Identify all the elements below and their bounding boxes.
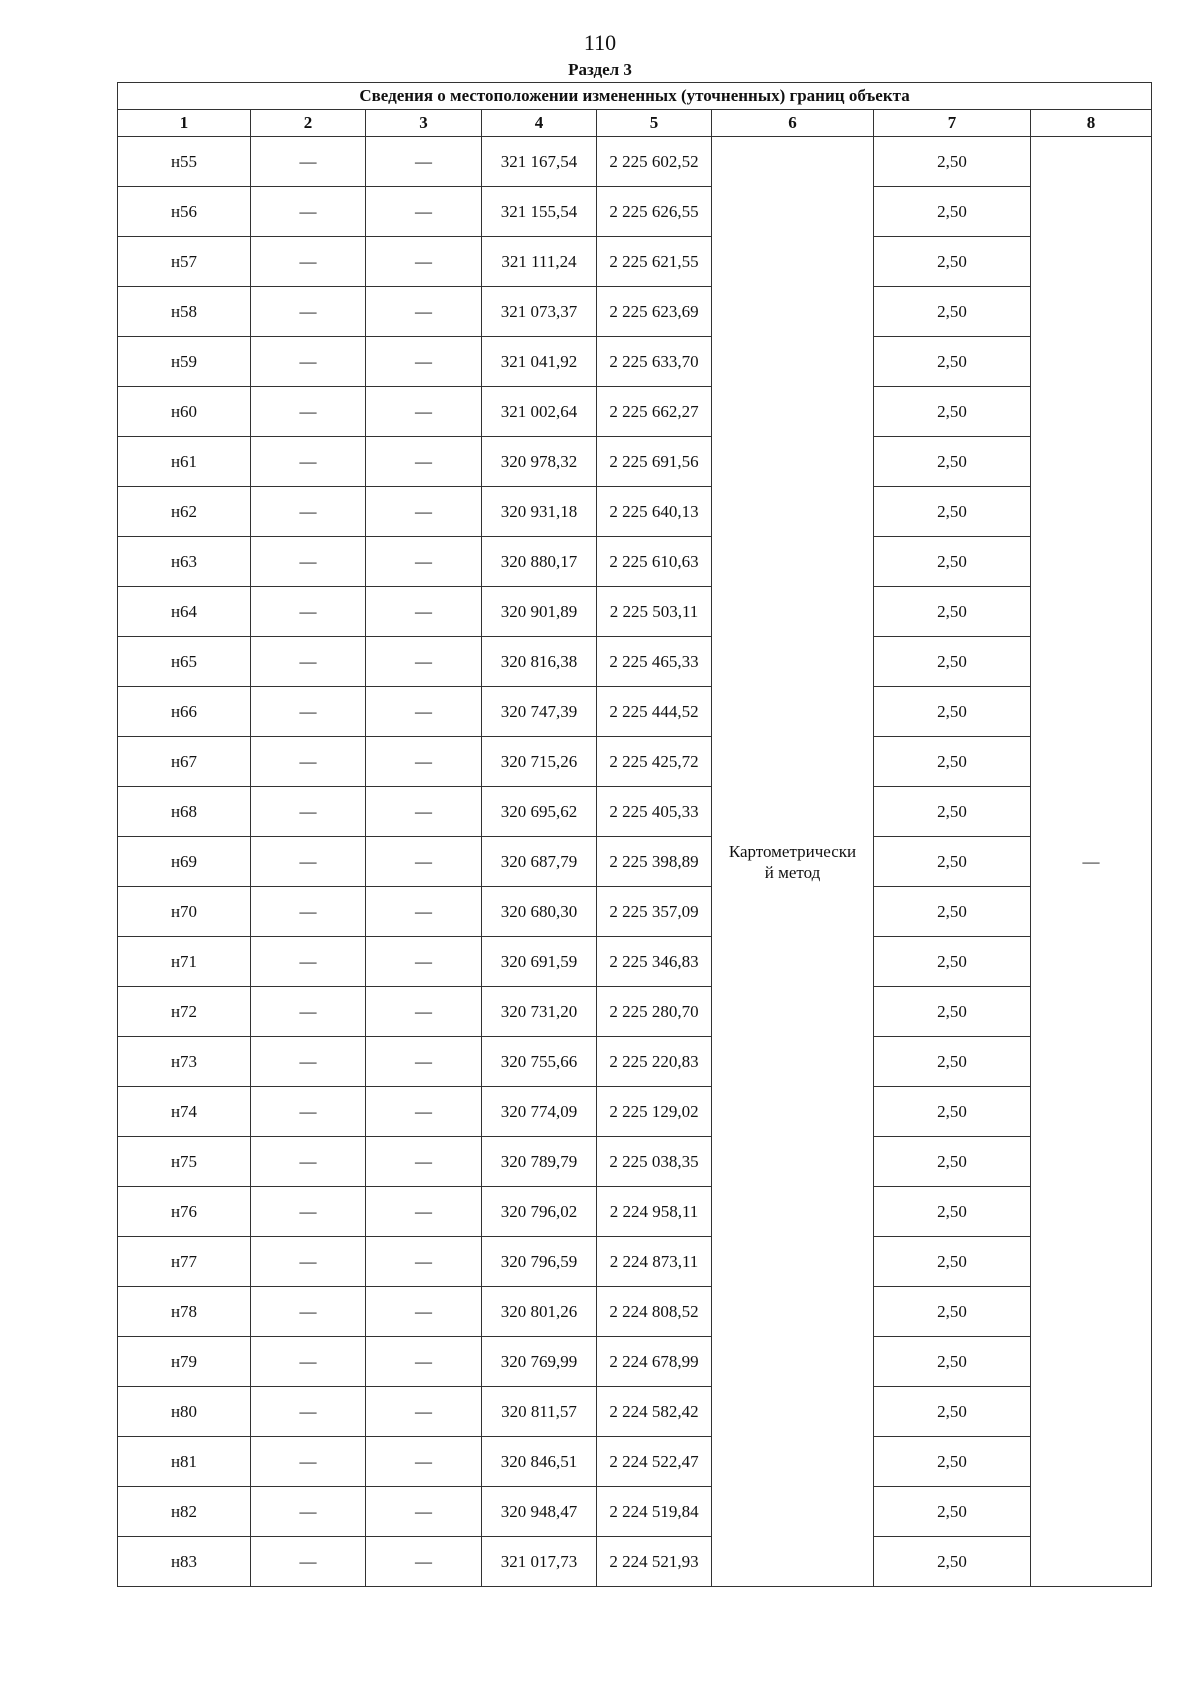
table-body [118, 137, 1152, 1587]
column-3-cell: — [366, 1087, 482, 1137]
point-name-cell: н55 [118, 137, 251, 187]
y-coordinate-cell: 2 225 220,83 [597, 1037, 712, 1087]
y-coordinate-cell: 2 224 582,42 [597, 1387, 712, 1437]
table-row [118, 1037, 1152, 1087]
table-row [118, 337, 1152, 387]
point-name-cell: н76 [118, 1187, 251, 1237]
table-row [118, 537, 1152, 587]
accuracy-cell: 2,50 [874, 537, 1031, 587]
column-3-cell: — [366, 1387, 482, 1437]
x-coordinate-cell: 320 948,47 [482, 1487, 597, 1537]
column-2-cell: — [251, 1137, 366, 1187]
x-coordinate-cell: 321 002,64 [482, 387, 597, 437]
y-coordinate-cell: 2 224 958,11 [597, 1187, 712, 1237]
y-coordinate-cell: 2 224 678,99 [597, 1337, 712, 1387]
point-name-cell: н57 [118, 237, 251, 287]
x-coordinate-cell: 320 796,02 [482, 1187, 597, 1237]
column-3-cell: — [366, 1137, 482, 1187]
accuracy-cell: 2,50 [874, 937, 1031, 987]
x-coordinate-cell: 320 774,09 [482, 1087, 597, 1137]
column-3-cell: — [366, 937, 482, 987]
column-number-7: 7 [874, 110, 1031, 137]
y-coordinate-cell: 2 225 280,70 [597, 987, 712, 1037]
accuracy-cell: 2,50 [874, 187, 1031, 237]
x-coordinate-cell: 321 073,37 [482, 287, 597, 337]
y-coordinate-cell: 2 225 623,69 [597, 287, 712, 337]
y-coordinate-cell: 2 224 521,93 [597, 1537, 712, 1587]
column-3-cell: — [366, 1287, 482, 1337]
boundary-coordinates-table [117, 82, 1152, 1587]
x-coordinate-cell: 321 111,24 [482, 237, 597, 287]
point-name-cell: н82 [118, 1487, 251, 1537]
column-2-cell: — [251, 237, 366, 287]
x-coordinate-cell: 320 680,30 [482, 887, 597, 937]
column-3-cell: — [366, 387, 482, 437]
column-2-cell: — [251, 637, 366, 687]
accuracy-cell: 2,50 [874, 487, 1031, 537]
point-name-cell: н61 [118, 437, 251, 487]
column-2-cell: — [251, 537, 366, 587]
y-coordinate-cell: 2 225 640,13 [597, 487, 712, 537]
method-line-1: Картометрически [728, 841, 857, 861]
y-coordinate-cell: 2 225 633,70 [597, 337, 712, 387]
column-3-cell: — [366, 1237, 482, 1287]
x-coordinate-cell: 320 880,17 [482, 537, 597, 587]
point-name-cell: н83 [118, 1537, 251, 1587]
point-name-cell: н72 [118, 987, 251, 1037]
column-2-cell: — [251, 1487, 366, 1537]
method-line-2: й метод [764, 862, 821, 882]
x-coordinate-cell: 321 155,54 [482, 187, 597, 237]
column-3-cell: — [366, 1337, 482, 1387]
y-coordinate-cell: 2 225 038,35 [597, 1137, 712, 1187]
table-row [118, 237, 1152, 287]
table-row [118, 1537, 1152, 1587]
x-coordinate-cell: 320 769,99 [482, 1337, 597, 1387]
accuracy-cell: 2,50 [874, 887, 1031, 937]
accuracy-cell: 2,50 [874, 1437, 1031, 1487]
column-3-cell: — [366, 687, 482, 737]
table-row [118, 887, 1152, 937]
column-2-cell: — [251, 1237, 366, 1287]
table-row [118, 737, 1152, 787]
column-number-8: 8 [1031, 110, 1152, 137]
table-row [118, 1087, 1152, 1137]
y-coordinate-cell: 2 225 357,09 [597, 887, 712, 937]
column-3-cell: — [366, 1537, 482, 1587]
column-2-cell: — [251, 1087, 366, 1137]
x-coordinate-cell: 320 978,32 [482, 437, 597, 487]
y-coordinate-cell: 2 224 808,52 [597, 1287, 712, 1337]
section-title: Раздел 3 [568, 60, 632, 79]
accuracy-cell: 2,50 [874, 237, 1031, 287]
accuracy-cell: 2,50 [874, 387, 1031, 437]
accuracy-cell: 2,50 [874, 1537, 1031, 1587]
table-row [118, 1287, 1152, 1337]
point-name-cell: н75 [118, 1137, 251, 1187]
column-2-cell: — [251, 1437, 366, 1487]
column-3-cell: — [366, 437, 482, 487]
column-2-cell: — [251, 187, 366, 237]
x-coordinate-cell: 321 167,54 [482, 137, 597, 187]
accuracy-cell: 2,50 [874, 137, 1031, 187]
y-coordinate-cell: 2 225 602,52 [597, 137, 712, 187]
y-coordinate-cell: 2 225 503,11 [597, 587, 712, 637]
column-2-cell: — [251, 787, 366, 837]
y-coordinate-cell: 2 225 626,55 [597, 187, 712, 237]
point-name-cell: н74 [118, 1087, 251, 1137]
point-name-cell: н62 [118, 487, 251, 537]
column-number-6: 6 [712, 110, 874, 137]
column-3-cell: — [366, 887, 482, 937]
accuracy-cell: 2,50 [874, 1187, 1031, 1237]
y-coordinate-cell: 2 225 444,52 [597, 687, 712, 737]
column-3-cell: — [366, 337, 482, 387]
table-row [118, 437, 1152, 487]
x-coordinate-cell: 320 811,57 [482, 1387, 597, 1437]
column-3-cell: — [366, 787, 482, 837]
point-name-cell: н71 [118, 937, 251, 987]
x-coordinate-cell: 320 755,66 [482, 1037, 597, 1087]
column-3-cell: — [366, 137, 482, 187]
x-coordinate-cell: 320 901,89 [482, 587, 597, 637]
column-number-3: 3 [366, 110, 482, 137]
point-name-cell: н81 [118, 1437, 251, 1487]
x-coordinate-cell: 320 695,62 [482, 787, 597, 837]
y-coordinate-cell: 2 224 519,84 [597, 1487, 712, 1537]
x-coordinate-cell: 320 816,38 [482, 637, 597, 687]
accuracy-cell: 2,50 [874, 987, 1031, 1037]
table-row [118, 787, 1152, 837]
table-row [118, 1487, 1152, 1537]
accuracy-cell: 2,50 [874, 1287, 1031, 1337]
y-coordinate-cell: 2 225 662,27 [597, 387, 712, 437]
x-coordinate-cell: 320 796,59 [482, 1237, 597, 1287]
point-name-cell: н66 [118, 687, 251, 737]
point-name-cell: н73 [118, 1037, 251, 1087]
accuracy-cell: 2,50 [874, 1337, 1031, 1387]
x-coordinate-cell: 320 687,79 [482, 837, 597, 887]
point-name-cell: н69 [118, 837, 251, 887]
y-coordinate-cell: 2 225 465,33 [597, 637, 712, 687]
accuracy-cell: 2,50 [874, 1237, 1031, 1287]
column-2-cell: — [251, 1537, 366, 1587]
accuracy-cell: 2,50 [874, 737, 1031, 787]
column-2-cell: — [251, 437, 366, 487]
table-row [118, 387, 1152, 437]
table-row [118, 1337, 1152, 1387]
table-row [118, 837, 1152, 887]
point-name-cell: н68 [118, 787, 251, 837]
column-3-cell: — [366, 1437, 482, 1487]
point-name-cell: н56 [118, 187, 251, 237]
y-coordinate-cell: 2 225 425,72 [597, 737, 712, 787]
point-name-cell: н78 [118, 1287, 251, 1337]
column-2-cell: — [251, 587, 366, 637]
accuracy-cell: 2,50 [874, 337, 1031, 387]
table-row [118, 1237, 1152, 1287]
y-coordinate-cell: 2 225 346,83 [597, 937, 712, 987]
column-8-cell: — [1031, 137, 1152, 1587]
table-row [118, 1437, 1152, 1487]
x-coordinate-cell: 321 041,92 [482, 337, 597, 387]
column-2-cell: — [251, 1337, 366, 1387]
column-2-cell: — [251, 1037, 366, 1087]
accuracy-cell: 2,50 [874, 687, 1031, 737]
point-name-cell: н80 [118, 1387, 251, 1437]
table-row [118, 1387, 1152, 1437]
column-2-cell: — [251, 987, 366, 1037]
point-name-cell: н65 [118, 637, 251, 687]
y-coordinate-cell: 2 225 405,33 [597, 787, 712, 837]
column-3-cell: — [366, 187, 482, 237]
column-2-cell: — [251, 937, 366, 987]
table-row [118, 137, 1152, 187]
column-3-cell: — [366, 487, 482, 537]
x-coordinate-cell: 320 747,39 [482, 687, 597, 737]
accuracy-cell: 2,50 [874, 437, 1031, 487]
accuracy-cell: 2,50 [874, 1087, 1031, 1137]
column-2-cell: — [251, 287, 366, 337]
point-name-cell: н67 [118, 737, 251, 787]
column-number-5: 5 [597, 110, 712, 137]
point-name-cell: н63 [118, 537, 251, 587]
accuracy-cell: 2,50 [874, 1387, 1031, 1437]
column-2-cell: — [251, 1387, 366, 1437]
x-coordinate-cell: 320 931,18 [482, 487, 597, 537]
accuracy-cell: 2,50 [874, 1137, 1031, 1187]
point-name-cell: н79 [118, 1337, 251, 1387]
column-2-cell: — [251, 137, 366, 187]
column-number-4: 4 [482, 110, 597, 137]
method-cell [712, 137, 874, 1587]
point-name-cell: н60 [118, 387, 251, 437]
point-name-cell: н58 [118, 287, 251, 337]
table-row [118, 1187, 1152, 1237]
x-coordinate-cell: 320 691,59 [482, 937, 597, 987]
column-2-cell: — [251, 887, 366, 937]
x-coordinate-cell: 320 715,26 [482, 737, 597, 787]
y-coordinate-cell: 2 225 621,55 [597, 237, 712, 287]
column-3-cell: — [366, 237, 482, 287]
page-number: 110 [583, 30, 617, 55]
column-number-1: 1 [118, 110, 251, 137]
x-coordinate-cell: 320 731,20 [482, 987, 597, 1037]
point-name-cell: н64 [118, 587, 251, 637]
x-coordinate-cell: 320 846,51 [482, 1437, 597, 1487]
table-row [118, 287, 1152, 337]
column-3-cell: — [366, 737, 482, 787]
y-coordinate-cell: 2 225 129,02 [597, 1087, 712, 1137]
column-2-cell: — [251, 387, 366, 437]
column-3-cell: — [366, 1037, 482, 1087]
column-3-cell: — [366, 987, 482, 1037]
table-row [118, 487, 1152, 537]
column-3-cell: — [366, 537, 482, 587]
x-coordinate-cell: 320 801,26 [482, 1287, 597, 1337]
point-name-cell: н59 [118, 337, 251, 387]
column-2-cell: — [251, 1187, 366, 1237]
table-caption: Сведения о местоположении измененных (уточненных) границ объекта [118, 83, 1152, 110]
accuracy-cell: 2,50 [874, 637, 1031, 687]
table-row [118, 937, 1152, 987]
table-row [118, 687, 1152, 737]
accuracy-cell: 2,50 [874, 837, 1031, 887]
accuracy-cell: 2,50 [874, 587, 1031, 637]
column-2-cell: — [251, 837, 366, 887]
x-coordinate-cell: 320 789,79 [482, 1137, 597, 1187]
accuracy-cell: 2,50 [874, 1487, 1031, 1537]
accuracy-cell: 2,50 [874, 787, 1031, 837]
accuracy-cell: 2,50 [874, 287, 1031, 337]
table-row [118, 587, 1152, 637]
column-2-cell: — [251, 737, 366, 787]
table-row [118, 987, 1152, 1037]
y-coordinate-cell: 2 225 691,56 [597, 437, 712, 487]
y-coordinate-cell: 2 224 522,47 [597, 1437, 712, 1487]
column-number-2: 2 [251, 110, 366, 137]
point-name-cell: н70 [118, 887, 251, 937]
column-3-cell: — [366, 1487, 482, 1537]
x-coordinate-cell: 321 017,73 [482, 1537, 597, 1587]
column-3-cell: — [366, 837, 482, 887]
column-2-cell: — [251, 687, 366, 737]
column-3-cell: — [366, 1187, 482, 1237]
table-row [118, 1137, 1152, 1187]
column-3-cell: — [366, 637, 482, 687]
point-name-cell: н77 [118, 1237, 251, 1287]
y-coordinate-cell: 2 225 398,89 [597, 837, 712, 887]
column-2-cell: — [251, 487, 366, 537]
column-2-cell: — [251, 1287, 366, 1337]
accuracy-cell: 2,50 [874, 1037, 1031, 1087]
column-2-cell: — [251, 337, 366, 387]
column-3-cell: — [366, 287, 482, 337]
y-coordinate-cell: 2 225 610,63 [597, 537, 712, 587]
column-3-cell: — [366, 587, 482, 637]
y-coordinate-cell: 2 224 873,11 [597, 1237, 712, 1287]
table-row [118, 187, 1152, 237]
table-row [118, 637, 1152, 687]
